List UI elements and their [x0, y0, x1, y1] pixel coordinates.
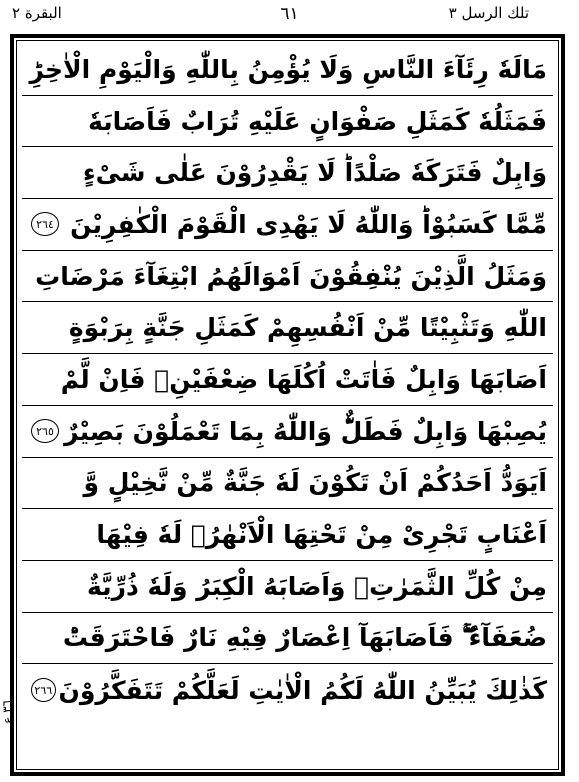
verse-text: اَصَابَهَا وَابِلٌ فَاٰتَتْ اُكُلَهَا ضِعْفَيْنِۚ فَاِنْ لَّمْ: [60, 364, 547, 394]
verse-line: [22, 561, 553, 613]
verse-line: [22, 458, 553, 510]
verse-line: [22, 302, 553, 354]
juz-name: تلك الرسل ٣: [448, 4, 529, 22]
verse-text: مِنْ كُلِّ الثَّمَرٰتِۙ وَاَصَابَهُ الْكِبَرُ وَلَهٗ ذُرِّيَّةٌ: [87, 571, 547, 601]
verse-text: وَابِلٌ فَتَرَكَهٗ صَلْدًاؕ لَا يَقْدِرُوْنَ عَلٰى شَىْءٍ: [82, 158, 547, 188]
verse-text: كَذٰلِكَ يُبَيِّنُ اللّٰهُ لَكُمُ الْاٰيٰتِ لَعَلَّكُمْ تَتَفَكَّرُوْنَ: [58, 675, 547, 705]
verse-line: [22, 44, 553, 96]
verse-line: [22, 613, 553, 665]
verse-text: يُصِبْهَا وَابِلٌ فَطَلٌّؕ وَاللّٰهُ بِمَا تَعْمَلُوْنَ بَصِيْرٌ: [64, 416, 547, 446]
page-header: [0, 0, 579, 34]
page-number: ٦١: [280, 4, 299, 24]
ruku-marker: ٣٦ ع: [0, 700, 14, 724]
verse-line: [22, 406, 553, 458]
verse-line: [22, 509, 553, 561]
verse-text: اَيَوَدُّ اَحَدُكُمْ اَنْ تَكُوْنَ لَهٗ جَنَّةٌ مِّنْ نَّخِيْلٍ وَّ: [83, 468, 547, 498]
verse-text: اَعْنَابٍ تَجْرِىْ مِنْ تَحْتِهَا الْاَنْهٰرُۙ لَهٗ فِيْهَا: [96, 520, 547, 550]
surah-name: البقرة ٢: [12, 4, 62, 22]
ayah-number-marker: ٢٦٥: [31, 419, 59, 443]
verse-text: مَالَهٗ رِئَآءَ النَّاسِ وَلَا يُؤْمِنُ بِاللّٰهِ وَالْيَوْمِ الْاٰخِرِؕ: [29, 54, 547, 84]
verse-line: [22, 354, 553, 406]
verse-text: ضُعَفَآءُ ۖۚ فَاَصَابَهَآ اِعْصَارٌ فِيْهِ نَارٌ فَاحْتَرَقَتْؕ: [62, 622, 547, 652]
verse-line: [22, 147, 553, 199]
verse-text: فَمَثَلُهٗ كَمَثَلِ صَفْوَانٍ عَلَيْهِ تُرَابٌ فَاَصَابَهٗ: [88, 106, 547, 136]
verse-line: [22, 664, 553, 716]
ayah-number-marker: ٢٦٦: [31, 678, 56, 702]
text-lines: [22, 44, 553, 768]
verse-text: وَمَثَلُ الَّذِيْنَ يُنْفِقُوْنَ اَمْوَالَهُمُ ابْتِغَآءَ مَرْضَاتِ: [35, 261, 547, 291]
verse-line: [22, 96, 553, 148]
verse-text: اللّٰهِ وَتَثْبِيْتًا مِّنْ اَنْفُسِهِمْ كَمَثَلِ جَنَّةٍ بِرَبْوَةٍ: [68, 313, 547, 343]
verse-text: مِّمَّا كَسَبُوْاؕ وَاللّٰهُ لَا يَهْدِى الْقَوْمَ الْكٰفِرِيْنَ: [70, 209, 547, 239]
ayah-number-marker: ٢٦٤: [31, 212, 59, 236]
verse-line: [22, 251, 553, 303]
verse-line: [22, 199, 553, 251]
